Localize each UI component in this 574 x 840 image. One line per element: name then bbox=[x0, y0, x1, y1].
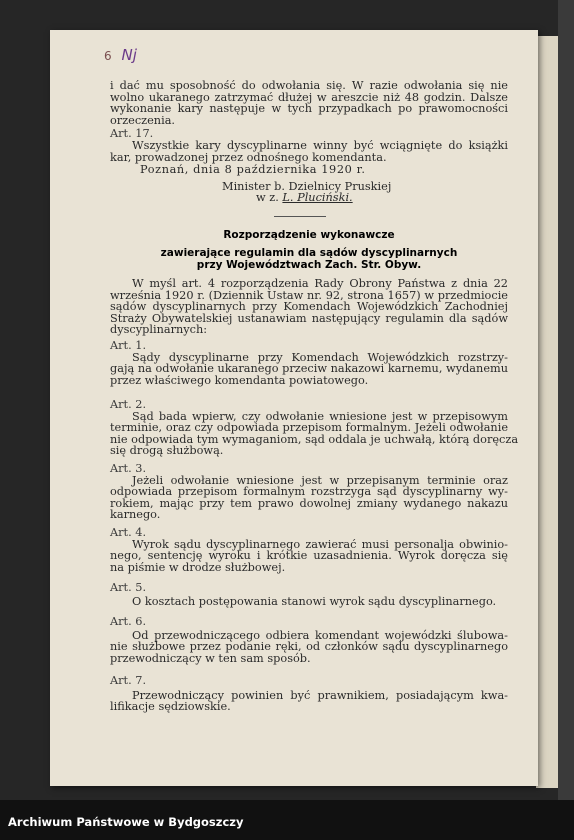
text-line: Przewodniczący powinien być prawnikiem, posiadającym kwa- bbox=[132, 688, 508, 702]
article-6 bbox=[110, 616, 508, 664]
page-number: 6 bbox=[104, 49, 112, 63]
text-line: W myśl art. 4 rozporządzenia Rady Obrony Państwa z dnia 22 bbox=[132, 277, 508, 290]
text-line: odpowiada przepisom formalnym rozstrzyga sąd dyscyplinarny wy- bbox=[110, 485, 508, 499]
article-4 bbox=[110, 527, 508, 573]
heading-line-1: Rozporządzenie wykonawcze bbox=[223, 229, 395, 241]
text-line: kar, prowadzonej przez odnośnego komendanta. bbox=[110, 150, 387, 164]
text-line: przewodniczący w ten sam sposób. bbox=[110, 651, 311, 665]
regulation-intro bbox=[110, 278, 508, 336]
page-marker bbox=[104, 46, 137, 64]
heading-line-2: zawierające regulamin dla sądów dyscyplinarnych bbox=[160, 247, 458, 259]
next-page-edge bbox=[536, 36, 558, 788]
text-line: karnego. bbox=[110, 508, 161, 522]
top-section bbox=[110, 80, 508, 204]
article-title: Art. 7. bbox=[110, 674, 147, 687]
place-date: Poznań, dnia 8 października 1920 r. bbox=[140, 163, 366, 177]
article-5 bbox=[110, 582, 508, 607]
text-line: O kosztach postępowania stanowi wyrok sądu dyscyplinarnego. bbox=[132, 594, 497, 608]
article-title: Art. 4. bbox=[110, 526, 147, 539]
handwritten-mark: Nj bbox=[121, 46, 137, 64]
heading-line-3: przy Województwach Zach. Str. Obyw. bbox=[196, 259, 422, 271]
article-7 bbox=[110, 675, 508, 713]
text-line: orzeczenia. bbox=[110, 113, 176, 127]
text-line: nie służbowe przez podanie ręki, od członków sądu dyscyplinarnego bbox=[110, 640, 508, 654]
article-title: Art. 3. bbox=[110, 462, 147, 475]
divider bbox=[274, 216, 326, 217]
text-line: Jeżeli odwołanie wniesione jest w przepisanym terminie oraz bbox=[132, 473, 508, 487]
regulation-heading bbox=[110, 229, 508, 271]
article-1 bbox=[110, 340, 508, 386]
text-line: przez właściwego komendanta powiatowego. bbox=[110, 373, 369, 387]
signature-title: Minister b. Dzielnicy Pruskiej bbox=[222, 179, 392, 193]
text-line: wolno ukaranego zatrzymać dłużej w areszcie niż 48 godzin. Dalsze bbox=[110, 90, 508, 104]
text-line: Wyrok sądu dyscyplinarnego zawierać musi personalja obwinio- bbox=[132, 537, 508, 551]
text-line: i dać mu sposobność do odwołania się. W razie odwołania się nie bbox=[110, 79, 508, 92]
text-line: Straży Obywatelskiej ustanawiam następujący regulamin dla sądów bbox=[110, 311, 508, 325]
text-line: Sądy dyscyplinarne przy Komendach Wojewódzkich rozstrzy- bbox=[132, 350, 508, 364]
text-line: Od przewodniczącego odbiera komendant wojewódzki ślubowa- bbox=[132, 628, 508, 642]
text-line: Wszystkie kary dyscyplinarne winny być wciągnięte do książki bbox=[132, 138, 508, 152]
signature-prefix: w z. bbox=[256, 191, 283, 205]
text-line: nie odpowiada tym wymaganiom, sąd oddala je uchwałą, którą doręcza bbox=[110, 432, 519, 446]
text-line: Sąd bada wpierw, czy odwołanie wniesione jest w przepisowym bbox=[132, 409, 508, 423]
article-title: Art. 2. bbox=[110, 398, 147, 411]
archive-name: Archiwum Państwowe w Bydgoszczy bbox=[8, 815, 244, 829]
text-line: wykonanie kary następuje w tych przypadkach po prawomocności bbox=[110, 102, 508, 116]
article-title: Art. 5. bbox=[110, 581, 147, 594]
text-line: się drogą służbową. bbox=[110, 444, 224, 458]
text-line: rokiem, mając przy tem prawo dowolnej zmiany wydanego nakazu bbox=[110, 496, 508, 510]
scan-background-strip bbox=[558, 0, 574, 800]
article-title: Art. 17. bbox=[110, 127, 154, 141]
text-line: lifikacje sędziowskie. bbox=[110, 700, 231, 714]
text-line: września 1920 r. (Dziennik Ustaw nr. 92, strona 1657) w przedmiocie bbox=[110, 288, 508, 302]
article-2 bbox=[110, 398, 519, 458]
text-line: terminie, oraz czy odpowiada przepisom formalnym. Jeżeli odwołanie bbox=[110, 421, 508, 435]
text-line: gają na odwołanie ukaranego przeciw nakazowi karnemu, wydanemu bbox=[110, 362, 508, 376]
text-line: dyscyplinarnych: bbox=[110, 323, 208, 337]
text-line: sądów dyscyplinarnych przy Komendach Wojewódzkich Zachodniej bbox=[110, 300, 508, 314]
article-title: Art. 6. bbox=[110, 615, 147, 628]
text-line: nego, sentencję wyroku i krótkie uzasadnienia. Wyrok doręcza się bbox=[110, 549, 508, 563]
article-3 bbox=[110, 463, 508, 521]
text-line: na piśmie w drodze służbowej. bbox=[110, 560, 286, 574]
signature bbox=[110, 192, 508, 204]
signature-name: L. Pluciński. bbox=[282, 191, 353, 205]
article-title: Art. 1. bbox=[110, 339, 147, 352]
